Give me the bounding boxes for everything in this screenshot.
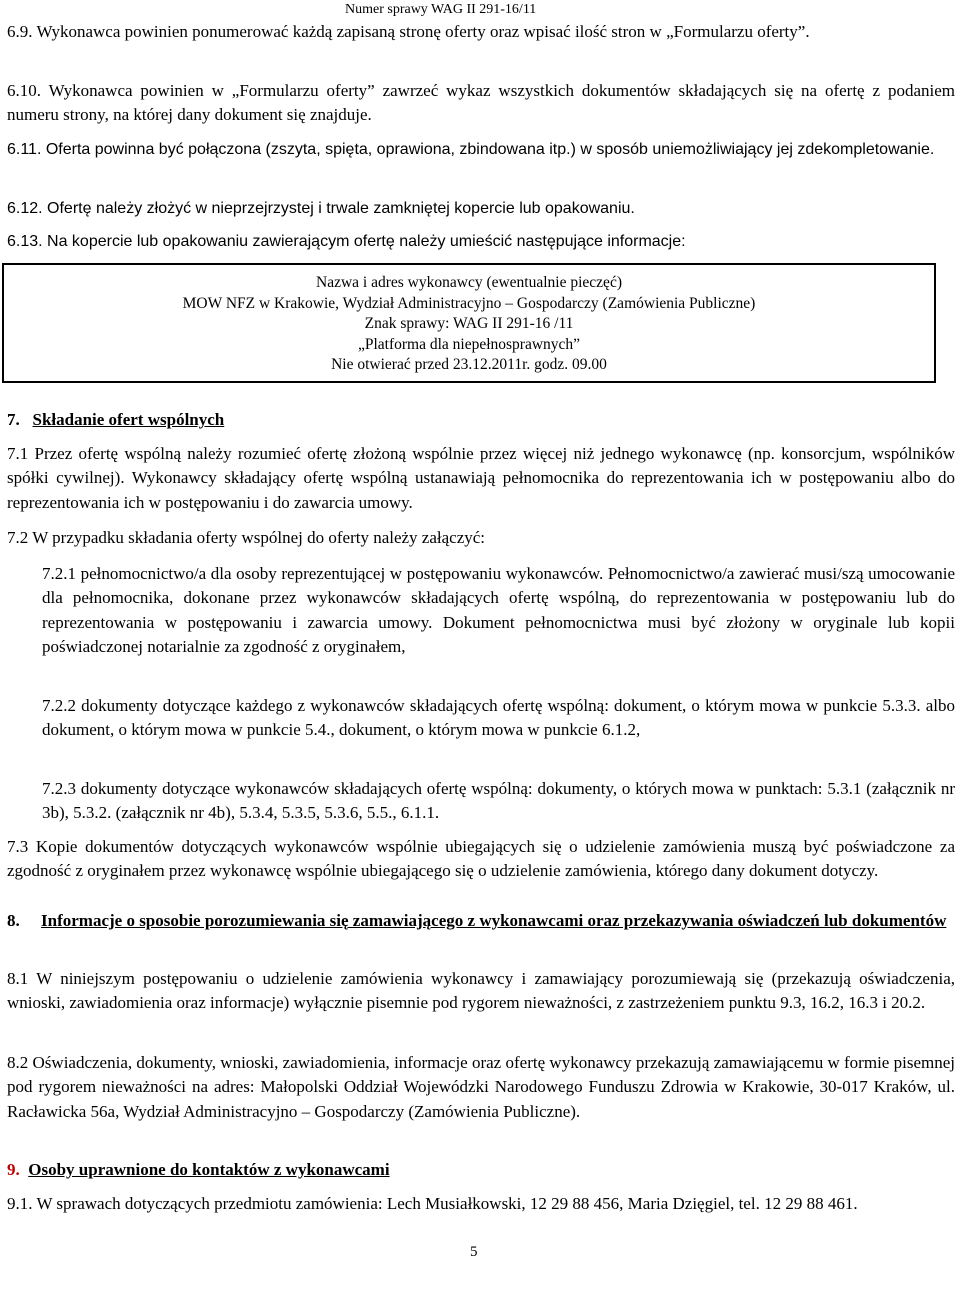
paragraph-6-13: 6.13. Na kopercie lub opakowaniu zawierającym ofertę należy umieścić następujące informacje: xyxy=(7,233,686,250)
page-number: 5 xyxy=(470,1244,478,1260)
section-7-number: 7. xyxy=(7,410,20,429)
paragraph-6-10: 6.10. Wykonawca powinien w „Formularzu oferty” zawrzeć wykaz wszystkich dokumentów składających się na ofertę z podaniem numeru strony, na której dany dokument się znajduje. xyxy=(7,81,955,125)
paragraph-7-2-2: 7.2.2 dokumenty dotyczące każdego z wykonawców składających ofertę wspólną: dokument, o którym mowa w punkcie 5.3.3. albo dokument, o którym mowa w punkcie 5.4., dokument, o którym mowa w punkcie 6.1.2, xyxy=(42,696,955,740)
envelope-line-do-not-open: Nie otwierać przed 23.12.2011r. godz. 09.00 xyxy=(331,356,607,374)
section-9-number: 9. xyxy=(7,1160,20,1179)
envelope-line-recipient: MOW NFZ w Krakowie, Wydział Administracyjno – Gospodarczy (Zamówienia Publiczne) xyxy=(182,294,756,312)
paragraph-8-1: 8.1 W niniejszym postępowaniu o udzielenie zamówienia wykonawcy i zamawiający porozumiewają się (przekazują oświadczenia, wnioski, zawiadomienia oraz informacje) wyłącznie pisemnie pod rygorem nieważności, z zastrzeżeniem punktu 9.3, 16.2, 16.3 i 20.2. xyxy=(7,969,955,1013)
section-7-heading xyxy=(7,408,955,432)
paragraph-9-1: 9.1. W sprawach dotyczących przedmiotu zamówienia: Lech Musiałkowski, 12 29 88 456, Maria Dzięgiel, tel. 12 29 88 461. xyxy=(7,1194,858,1213)
paragraph-6-11: 6.11. Oferta powinna być połączona (zszyta, spięta, oprawiona, zbindowana itp.) w sposób uniemożliwiający jej zdekompletowanie. xyxy=(7,141,935,158)
section-9-title: Osoby uprawnione do kontaktów z wykonawcami xyxy=(28,1160,390,1179)
envelope-line-case-mark: Znak sprawy: WAG II 291-16 /11 xyxy=(364,315,574,333)
section-8-heading xyxy=(7,909,955,933)
paragraph-7-2-3: 7.2.3 dokumenty dotyczące wykonawców składających ofertę wspólną: dokumenty, o których mowa w punktach: 5.3.1 (załącznik nr 3b), 5.3.2. (załącznik nr 4b), 5.3.4, 5.3.5, 5.3.6, 5.5., 6.1.1. xyxy=(42,779,955,823)
paragraph-6-12: 6.12. Ofertę należy złożyć w nieprzejrzystej i trwale zamkniętej kopercie lub opakowaniu. xyxy=(7,200,635,217)
section-9-heading xyxy=(7,1158,955,1182)
section-8-title: Informacje o sposobie porozumiewania się zamawiającego z wykonawcami oraz przekazywania oświadczeń lub dokumentów xyxy=(41,911,947,930)
case-number-header: Numer sprawy WAG II 291-16/11 xyxy=(345,2,537,17)
envelope-line-contractor: Nazwa i adres wykonawcy (ewentualnie pieczęć) xyxy=(316,274,622,291)
section-7-title: Składanie ofert wspólnych xyxy=(32,410,225,429)
paragraph-7-3: 7.3 Kopie dokumentów dotyczących wykonawców wspólnie ubiegających się o udzielenie zamówienia muszą być poświadczone za zgodność z oryginałem przez wykonawcę wspólnie ubiegającego się o udzielenie zamówienia, którego dany dokument dotyczy. xyxy=(7,837,955,881)
section-8-number: 8. xyxy=(7,911,20,930)
paragraph-7-1: 7.1 Przez ofertę wspólną należy rozumieć ofertę złożoną wspólnie przez więcej niż jednego wykonawcę (np. konsorcjum, wspólników spółki cywilnej). Wykonawcy składający ofertę wspólną ustanawiają pełnomocnika do reprezentowania ich w postępowaniu albo do reprezentowania ich w postępowaniu i do zawarcia umowy. xyxy=(7,444,955,512)
paragraph-7-2-1: 7.2.1 pełnomocnictwo/a dla osoby reprezentującej w postępowaniu wykonawców. Pełnomocnictwo/a zawierać musi/szą umocowanie dla pełnomocnika, dokonane przez wykonawców składających ofertę wspólną, do reprezentowania w postępowaniu lub do reprezentowania w postępowaniu i zawarcia umowy. Dokument pełnomocnictwa musi być złożony w oryginale lub kopii poświadczonej notarialnie za zgodność z oryginałem, xyxy=(42,564,955,657)
envelope-info-box xyxy=(2,263,936,383)
paragraph-8-2: 8.2 Oświadczenia, dokumenty, wnioski, zawiadomienia, informacje oraz ofertę wykonawcy przekazują zamawiającemu w formie pisemnej pod rygorem nieważności na adres: Małopolski Oddział Wojewódzki Narodowego Funduszu Zdrowia w Krakowie, 30-017 Kraków, ul. Racławicka 56a, Wydział Administracyjno – Gospodarczy (Zamówienia Publiczne). xyxy=(7,1053,955,1121)
paragraph-7-2: 7.2 W przypadku składania oferty wspólnej do oferty należy załączyć: xyxy=(7,528,486,547)
paragraph-6-9: 6.9. Wykonawca powinien ponumerować każdą zapisaną stronę oferty oraz wpisać ilość stron w „Formularzu oferty”. xyxy=(7,22,810,41)
envelope-line-subject: „Platforma dla niepełnosprawnych” xyxy=(357,335,581,353)
